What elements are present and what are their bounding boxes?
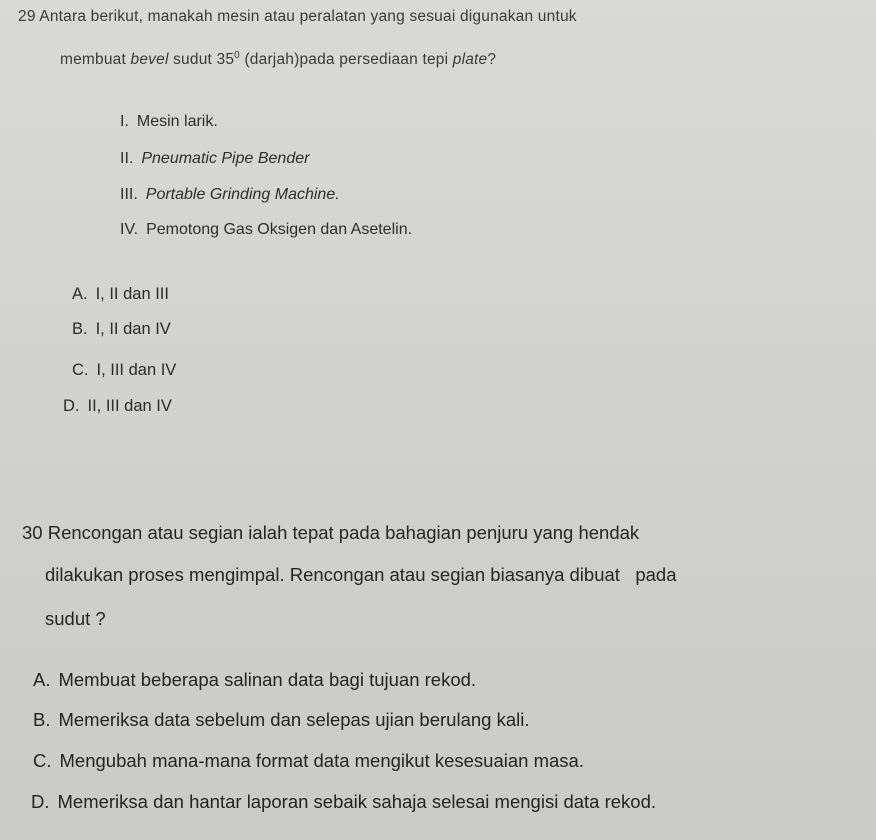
q29-text-segment: (darjah)pada persediaan tepi — [239, 51, 453, 68]
q29-option-d[interactable] — [63, 397, 172, 416]
option-text: Memeriksa dan hantar laporan sebaik sahaja selesai mengisi data rekod. — [57, 791, 657, 812]
q30-option-d[interactable] — [31, 791, 656, 813]
option-text: Membuat beberapa salinan data bagi tujuan rekod. — [58, 669, 477, 690]
q29-statement-3 — [120, 186, 340, 204]
q29-option-c[interactable] — [72, 361, 176, 380]
option-text: Mengubah mana-mana format data mengikut kesesuaian masa. — [59, 750, 584, 771]
q29-term-bevel: bevel — [130, 51, 169, 68]
option-text: Memeriksa data sebelum dan selepas ujian berulang kali. — [58, 709, 530, 730]
option-text: I, II dan III — [95, 285, 169, 303]
statement-text: Pemotong Gas Oksigen dan Asetelin. — [146, 221, 413, 238]
option-text: I, III dan IV — [96, 361, 177, 379]
statement-text: Portable Grinding Machine. — [145, 186, 340, 203]
q29-statement-2 — [120, 150, 309, 168]
option-label: D. — [63, 397, 80, 415]
question-30-text-line-1: 30 Rencongan atau segian ialah tepat pada bahagian penjuru yang hendak — [22, 522, 640, 543]
statement-label: I. — [120, 113, 129, 130]
option-label: B. — [72, 320, 88, 338]
question-30-text-line-2: dilakukan proses mengimpal. Rencongan atau segian biasanya dibuat pada — [45, 564, 677, 585]
q29-text-segment: sudut 35 — [168, 51, 235, 68]
option-label: C. — [33, 750, 52, 771]
option-text: II, III dan IV — [87, 397, 172, 415]
q29-option-b[interactable] — [72, 320, 171, 339]
statement-text: Pneumatic Pipe Bender — [141, 150, 310, 167]
statement-label: III. — [120, 186, 138, 203]
option-label: A. — [72, 285, 88, 303]
q29-text-segment: membuat — [60, 51, 131, 68]
q29-text-segment: ? — [487, 51, 497, 68]
option-label: A. — [33, 669, 51, 690]
question-29-text-line-1: 29 Antara berikut, manakah mesin atau peralatan yang sesuai digunakan untuk — [18, 8, 577, 25]
option-label: C. — [72, 361, 89, 379]
option-text: I, II dan IV — [95, 320, 171, 338]
option-label: D. — [31, 791, 50, 812]
q30-option-b[interactable] — [33, 709, 529, 731]
statement-text: Mesin larik. — [136, 113, 218, 130]
question-29-text-line-2 — [60, 50, 496, 69]
q30-option-a[interactable] — [33, 669, 476, 691]
q29-degree-superscript: 0 — [234, 50, 240, 61]
q29-statement-1 — [120, 113, 218, 131]
question-30-text-line-3: sudut ? — [45, 608, 106, 629]
q29-statement-4 — [120, 221, 412, 239]
statement-label: IV. — [120, 221, 139, 238]
q29-term-plate: plate — [452, 51, 488, 68]
option-label: B. — [33, 709, 51, 730]
statement-label: II. — [120, 150, 134, 167]
q30-option-c[interactable] — [33, 750, 584, 772]
q29-option-a[interactable] — [72, 285, 169, 304]
